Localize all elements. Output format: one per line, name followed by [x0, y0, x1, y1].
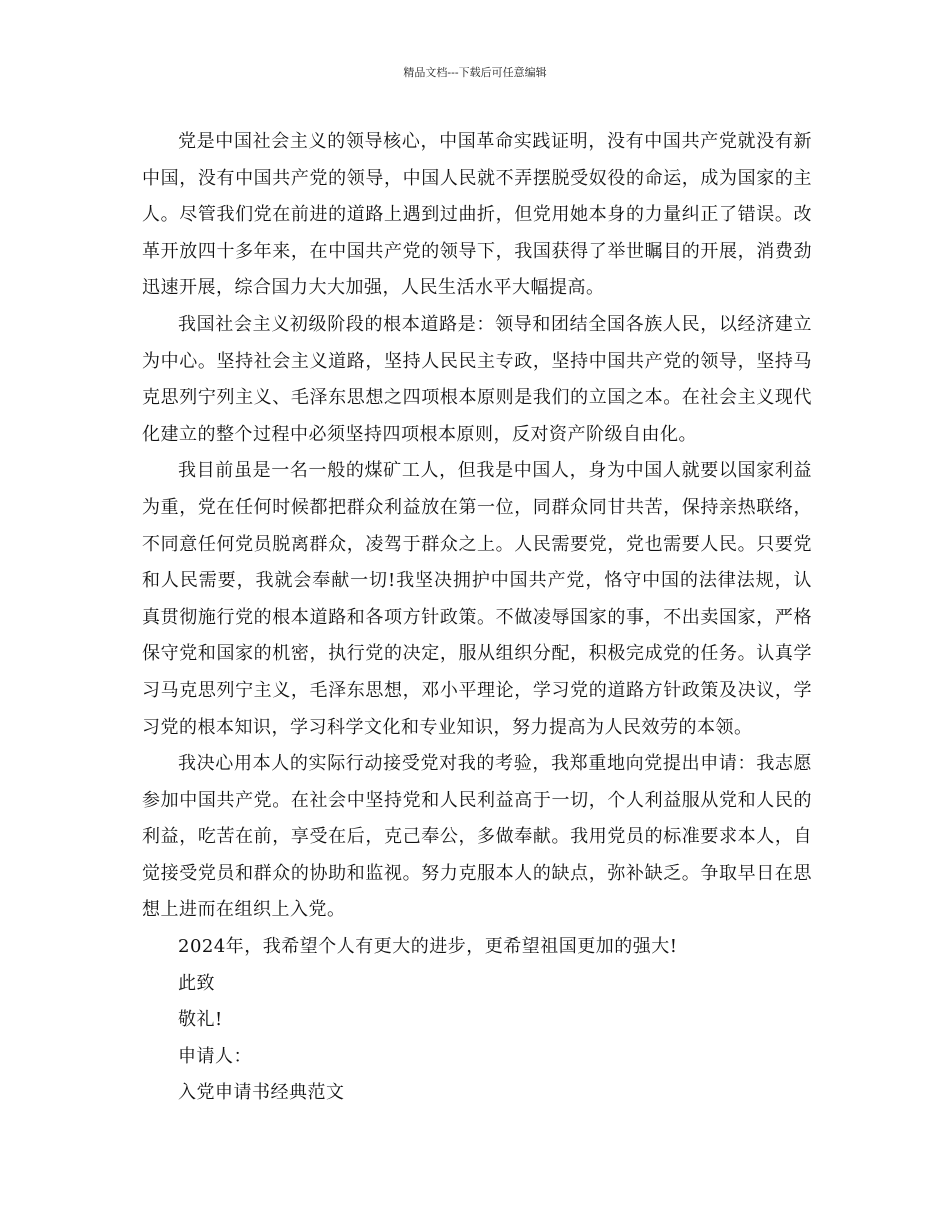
paragraph-4: 我决心用本人的实际行动接受党对我的考验，我郑重地向党提出申请：我志愿参加中国共产党。在社会中坚持党和人民利益高于一切，个人利益服从党和人民的利益，吃苦在前，享受在后，克己奉公，多做奉献。我用党员的标准要求本人，自觉接受党员和群众的协助和监视。努力克服本人的缺点，弥补缺乏。争取早日在思想上进而在组织上入党。 [142, 753, 812, 921]
applicant-line: 申请人： [178, 1045, 252, 1067]
closing-wish-line: 2024年，我希望个人有更大的进步，更希望祖国更加的强大! [178, 936, 678, 958]
page-header: 精品文档---下载后可任意编辑 [403, 66, 547, 79]
paragraph-1: 党是中国社会主义的领导核心，中国革命实践证明，没有中国共产党就没有新中国，没有中国共产党的领导，中国人民就不弄摆脱受奴役的命运，成为国家的主人。尽管我们党在前进的道路上遇到过曲折，但党用她本身的力量纠正了错误。改革开放四十多年来，在中国共产党的领导下，我国获得了举世瞩目的开展，消费劲迅速开展，综合国力大大加强，人民生活水平大幅提高。 [142, 131, 812, 299]
salutation-line: 此致 [178, 972, 215, 994]
paragraph-3: 我目前虽是一名一般的煤矿工人，但我是中国人，身为中国人就要以国家利益为重，党在任何时候都把群众利益放在第一位，同群众同甘共苦，保持亲热联络，不同意任何党员脱离群众，凌驾于群众之上。人民需要党，党也需要人民。只要党和人民需要，我就会奉献一切!我坚决拥护中国共产党，恪守中国的法律法规，认真贯彻施行党的根本道路和各项方针政策。不做凌辱国家的事，不出卖国家，严格保守党和国家的机密，执行党的决定，服从组织分配，积极完成党的任务。认真学习马克思列宁主义，毛泽东思想，邓小平理论，学习党的道路方针政策及决议，学习党的根本知识，学习科学文化和专业知识，努力提高为人民效劳的本领。 [142, 460, 812, 738]
document-title-line: 入党申请书经典范文 [178, 1082, 345, 1104]
paragraph-2: 我国社会主义初级阶段的根本道路是：领导和团结全国各族人民，以经济建立为中心。坚持社会主义道路，坚持人民民主专政，坚持中国共产党的领导，坚持马克思列宁列主义、毛泽东思想之四项根本原则是我们的立国之本。在社会主义现代化建立的整个过程中必须坚持四项根本原则，反对资产阶级自由化。 [142, 313, 812, 445]
regards-line: 敬礼! [178, 1009, 223, 1031]
document-body [142, 124, 812, 1112]
